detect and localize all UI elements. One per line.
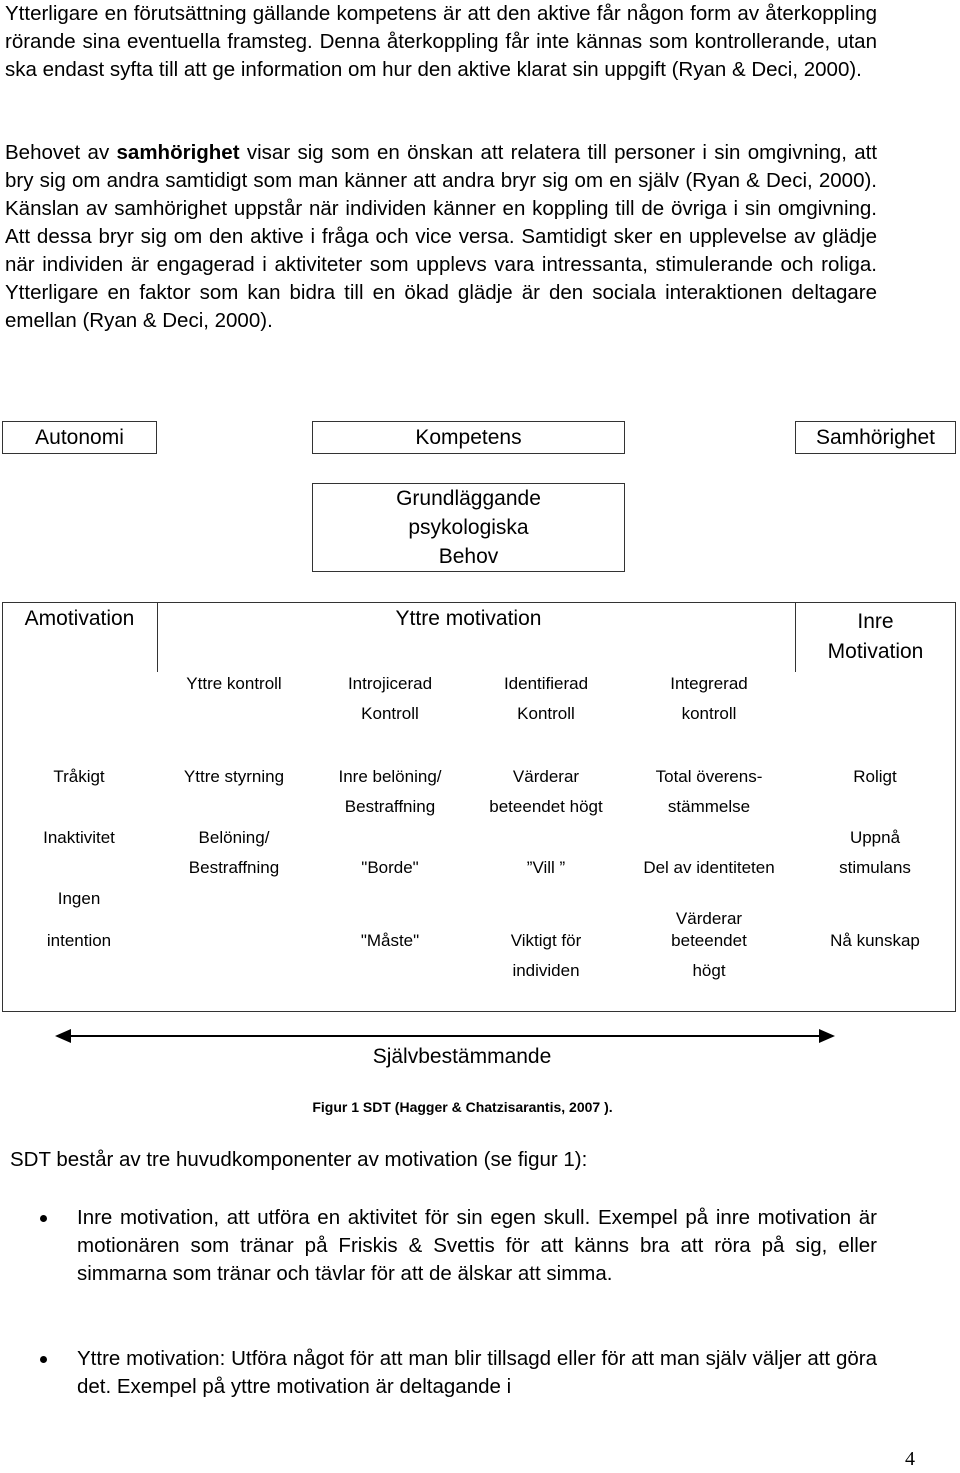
introjected-item: "Borde"	[361, 858, 419, 877]
regulation-external	[186, 669, 281, 699]
integrated-item: beteendet	[671, 931, 747, 950]
relatedness-term: samhörighet	[116, 141, 240, 164]
introjected-item: Bestraffning	[344, 797, 436, 816]
paragraph-relatedness-rest: visar sig som en önskan att relatera till personer i sin omgivning, att bry sig om andra samtidigt som man känner att andra bryr sig om en själv (Ryan & Deci, 2000). Känslan av samhörighet uppstår när individen känner en koppling till de övriga i sin omgivning. Att dessa bryr sig om den aktive i fråga och vice versa. Samtidigt sker en upplevelse av glädje när individen är engagerad i aktiviteter som upplevs vara intressanta, stimulerande och roliga. Ytterligare en faktor som kan bidra till en ökad glädje är den sociala interaktionen deltagare emellan (Ryan & Deci, 2000).	[5, 141, 878, 332]
bullet-dot-icon	[40, 1215, 47, 1222]
sdt-intro-line: SDT består av tre huvudkomponenter av motivation (se figur 1):	[10, 1148, 588, 1171]
identified-item: beteendet högt	[489, 797, 603, 816]
basic-needs-line-2: psykologiska	[408, 516, 529, 539]
need-label-autonomy: Autonomi	[35, 425, 124, 449]
identified-item: Värderar	[512, 767, 580, 786]
regulation-identified-line-1: Identifierad	[503, 674, 589, 693]
figure-caption: Figur 1 SDT (Hagger & Chatzisarantis, 2007 ).	[312, 1099, 613, 1115]
regulation-integrated	[670, 669, 748, 729]
need-box-relatedness	[795, 421, 956, 454]
regulation-external-line-1: Yttre kontroll	[186, 674, 282, 693]
need-box-autonomy	[2, 421, 157, 454]
integrated-item: Del av identiteten	[643, 858, 775, 877]
paragraph-relatedness	[5, 139, 877, 335]
intrinsic-line-2: Motivation	[827, 640, 924, 663]
regulation-introjected	[348, 669, 432, 729]
amotivation-item: Ingen	[57, 889, 101, 908]
regulation-identified	[504, 669, 588, 729]
basic-needs-line-3: Behov	[438, 545, 499, 568]
bullet-dot-icon	[40, 1356, 47, 1363]
need-label-competence: Kompetens	[415, 425, 522, 449]
intrinsic-item: Nå kunskap	[830, 931, 920, 950]
paragraph-relatedness-start: Behovet av	[5, 141, 117, 164]
integrated-item: Total överens-	[655, 767, 763, 786]
intrinsic-item: Uppnå	[849, 828, 901, 847]
regulation-introjected-line-2: Kontroll	[361, 704, 419, 723]
amotivation-item: intention	[46, 931, 112, 950]
integrated-item: högt	[692, 961, 726, 980]
external-item: Belöning/	[198, 828, 270, 847]
intrinsic-item: Roligt	[853, 767, 897, 786]
intrinsic-item: stimulans	[839, 858, 911, 877]
intrinsic-line-1: Inre	[857, 610, 894, 633]
identified-item: individen	[512, 961, 580, 980]
page-number: 4	[905, 1448, 915, 1470]
identified-item: Viktigt för	[510, 931, 582, 950]
external-item: Bestraffning	[188, 858, 280, 877]
external-item: Yttre styrning	[183, 767, 285, 786]
integrated-item: stämmelse	[667, 797, 751, 816]
bullet-text: Yttre motivation: Utföra något för att man blir tillsagd eller för att man själv väljer att göra det. Exempel på yttre motivation är deltagande i	[77, 1347, 877, 1398]
basic-needs-line-1: Grundläggande	[396, 487, 541, 510]
amotivation-item: Tråkigt	[53, 767, 105, 786]
self-determination-label: Självbestämmande	[372, 1045, 552, 1068]
introjected-item: Inre belöning/	[338, 767, 442, 786]
divider-left	[157, 602, 158, 672]
paragraph-competence-feedback: Ytterligare en förutsättning gällande kompetens är att den aktive får någon form av återkoppling rörande sina eventuella framsteg. Denna återkoppling får inte kännas som kontrollerande, utan ska endast syfta till att ge information om hur den aktive klarat sin uppgift (Ryan & Deci, 2000).	[5, 2, 877, 81]
regulation-integrated-line-2: kontroll	[681, 704, 737, 723]
identified-item: ”Vill ”	[526, 858, 566, 877]
regulation-identified-line-2: Kontroll	[517, 704, 575, 723]
need-box-competence	[312, 421, 625, 454]
introjected-item: "Måste"	[360, 931, 420, 950]
need-label-relatedness: Samhörighet	[815, 425, 936, 449]
amotivation-item: Inaktivitet	[43, 828, 115, 847]
integrated-item: Värderar	[675, 909, 743, 928]
extrinsic-motivation-label: Yttre motivation	[395, 607, 542, 630]
bullet-text: Inre motivation, att utföra en aktivitet för sin egen skull. Exempel på inre motivation är motionären som tränar på Friskis & Svettis för att känns bra att röra på sig, eller simmarna som tränar och tävlar för att de älskar att simma.	[77, 1206, 877, 1285]
regulation-introjected-line-1: Introjicerad	[347, 674, 433, 693]
amotivation-label: Amotivation	[24, 607, 135, 630]
intrinsic-motivation-label	[795, 607, 956, 667]
basic-needs-box	[312, 483, 625, 572]
regulation-integrated-line-1: Integrerad	[670, 674, 748, 693]
